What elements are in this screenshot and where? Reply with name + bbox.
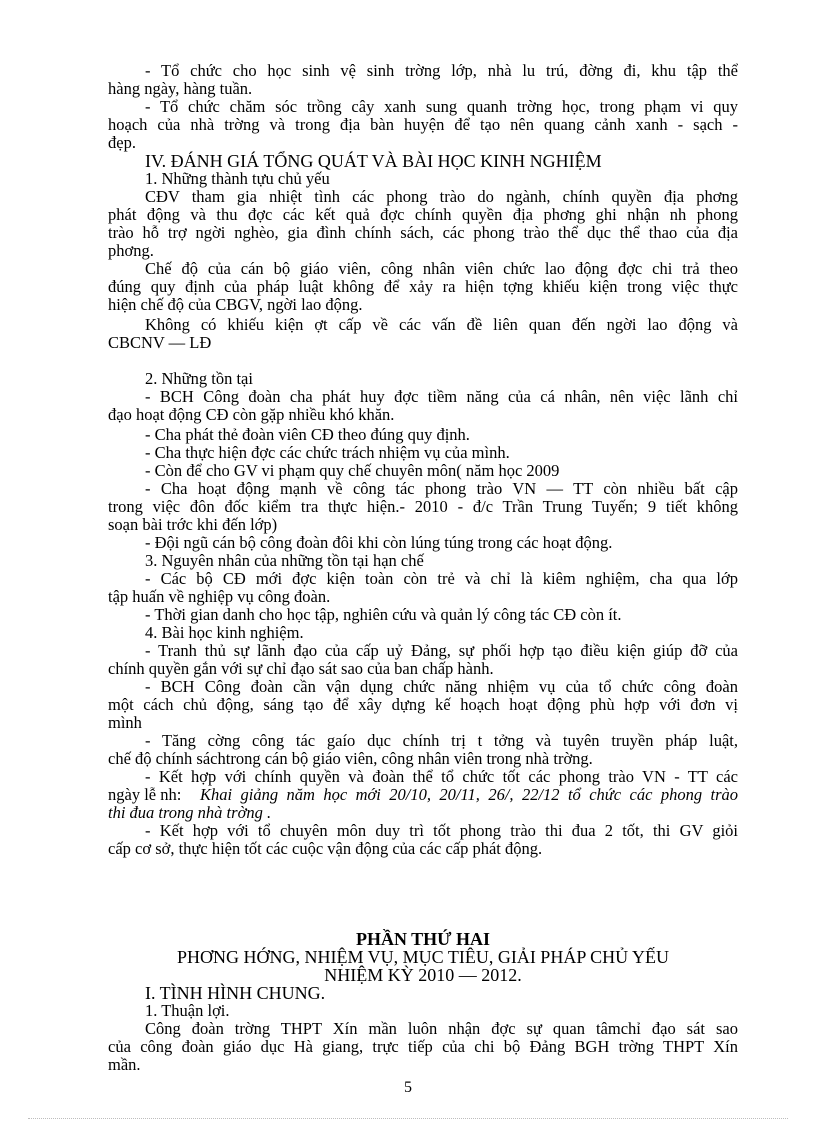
text-line: soạn bài trớc khi đến lớp) [108, 515, 278, 534]
text-line: - Đội ngũ cán bộ công đoàn đôi khi còn lúng túng trong các hoạt động. [145, 533, 613, 552]
text-line: CĐV tham gia nhiệt tình các phong trào do ngành, chính quyền địa phơng [145, 187, 738, 206]
text-line: - Kết hợp với chính quyền và đoàn thể tổ chức tốt các phong trào VN - TT các [145, 767, 738, 786]
page-bottom-rule [28, 1118, 788, 1119]
text-line: tập huấn về nghiệp vụ công đoàn. [108, 587, 331, 606]
text-line: trào hỗ trợ ngời nghèo, gia đình chính sách, các phong trào thể dục thể thao của địa [108, 223, 738, 242]
text-line: - Cha thực hiện đợc các chức trách nhiệm vụ của mình. [145, 443, 510, 462]
subheading: 3. Nguyên nhân của những tồn tại hạn chế [145, 551, 424, 570]
text-line: của công đoàn giáo dục Hà giang, trực tiếp của chi bộ Đảng BGH trờng THPT Xín [108, 1037, 738, 1056]
italic-text-line: thi đua trong nhà trờng . [108, 803, 272, 822]
section-heading: I. TÌNH HÌNH CHUNG. [145, 983, 326, 1003]
text-line: mần. [108, 1055, 141, 1074]
text-line: đẹp. [108, 133, 136, 152]
text-line: hoạch của nhà trờng và trong địa bàn huyện để tạo nên quang cảnh xanh - sạch - [108, 115, 738, 134]
text-line: - Tranh thủ sự lãnh đạo của cấp uỷ Đảng, sự phối hợp tạo điều kiện giúp đỡ của [145, 641, 738, 660]
text-line: - Tăng cờng công tác gaío dục chính trị t tởng và tuyên truyền pháp luật, [145, 731, 738, 750]
text-line: hàng ngày, hàng tuần. [108, 79, 253, 98]
text-line: cấp cơ sở, thực hiện tốt các cuộc vận động của các cấp phát động. [108, 839, 543, 858]
text-line: - BCH Công đoàn cha phát huy đợc tiềm năng của cá nhân, nên việc lãnh chỉ [145, 387, 738, 406]
text-line: chính quyền gắn với sự chỉ đạo sát sao của ban chấp hành. [108, 659, 494, 678]
part-subtitle: NHIỆM KỲ 2010 — 2012. [324, 965, 522, 985]
text-line: - BCH Công đoàn cần vận dụng chức năng nhiệm vụ của tổ chức công đoàn [145, 677, 738, 696]
subheading: 1. Thuận lợi. [145, 1001, 230, 1020]
text-line: - Tổ chức chăm sóc trồng cây xanh sung quanh trờng học, trong phạm vi quy [145, 97, 738, 116]
text-line: mình [108, 713, 142, 732]
text-line: - Kết hợp với tổ chuyên môn duy trì tốt phong trào thi đua 2 tốt, thi GV giỏi [145, 821, 738, 840]
part-title: PHẦN THỨ HAI [355, 929, 490, 949]
text-line: một cách chủ động, sáng tạo để xây dựng kế hoạch hoạt động phù hợp với đơn vị [108, 695, 738, 714]
subheading: 4. Bài học kinh nghiệm. [145, 623, 304, 642]
text-line: hiện chế độ của CBGV, ngời lao động. [108, 295, 363, 314]
text-line: - Cha phát thẻ đoàn viên CĐ theo đúng quy định. [145, 425, 470, 444]
subheading: 2. Những tồn tại [145, 369, 253, 388]
text-line: ngày lễ nh: [108, 785, 182, 804]
section-heading: IV. ĐÁNH GIÁ TỔNG QUÁT VÀ BÀI HỌC KINH NGHIỆM [145, 151, 602, 171]
text-line: - Còn để cho GV vi phạm quy chế chuyên môn( năm học 2009 [145, 461, 560, 480]
text-line: trong việc đôn đốc kiểm tra thực hiện.- 2010 - đ/c Trần Trung Tuyến; 9 tiết không [108, 497, 738, 516]
page-number: 5 [404, 1079, 412, 1096]
text-line: phát động và thu đợc các kết quả đợc chính quyền địa phơng ghi nhận nh phong [108, 205, 738, 224]
text-line: Không có khiếu kiện ợt cấp về các vấn đề liên quan đến ngời lao động và [145, 315, 738, 334]
text-line: CBCNV — LĐ [108, 333, 212, 352]
text-line: đúng quy định của pháp luật không để xảy ra hiện tợng khiếu kiện trong việc thực [108, 277, 738, 296]
text-line: phơng. [108, 241, 154, 260]
part-subtitle: PHƠNG HỚNG, NHIỆM VỤ, MỤC TIÊU, GIẢI PHÁP CHỦ YẾU [176, 947, 669, 967]
text-line: - Tổ chức cho học sinh vệ sinh trờng lớp, nhà lu trú, đờng đi, khu tập thể [145, 61, 738, 80]
text-line: chế độ chính sáchtrong cán bộ giáo viên, công nhân viên trong nhà trờng. [108, 749, 593, 768]
text-line: đạo hoạt động CĐ còn gặp nhiều khó khăn. [108, 405, 395, 424]
text-line: - Cha hoạt động mạnh về công tác phong trào VN — TT còn nhiều bất cập [145, 479, 738, 498]
subheading: 1. Những thành tựu chủ yếu [145, 169, 330, 188]
text-line: Chế độ của cán bộ giáo viên, công nhân viên chức lao động đợc chi trả theo [145, 259, 738, 278]
italic-text-line: Khai giảng năm học mới 20/10, 20/11, 26/, 22/12 tổ chức các phong trào [200, 785, 738, 804]
text-line: Công đoàn trờng THPT Xín mần luôn nhận đợc sự quan tâmchỉ đạo sát sao [145, 1019, 738, 1038]
text-line: - Các bộ CĐ mới đợc kiện toàn còn trẻ và chỉ là kiêm nghiệm, cha qua lớp [145, 569, 738, 588]
text-line: - Thời gian danh cho học tập, nghiên cứu và quản lý công tác CĐ còn ít. [145, 605, 622, 624]
